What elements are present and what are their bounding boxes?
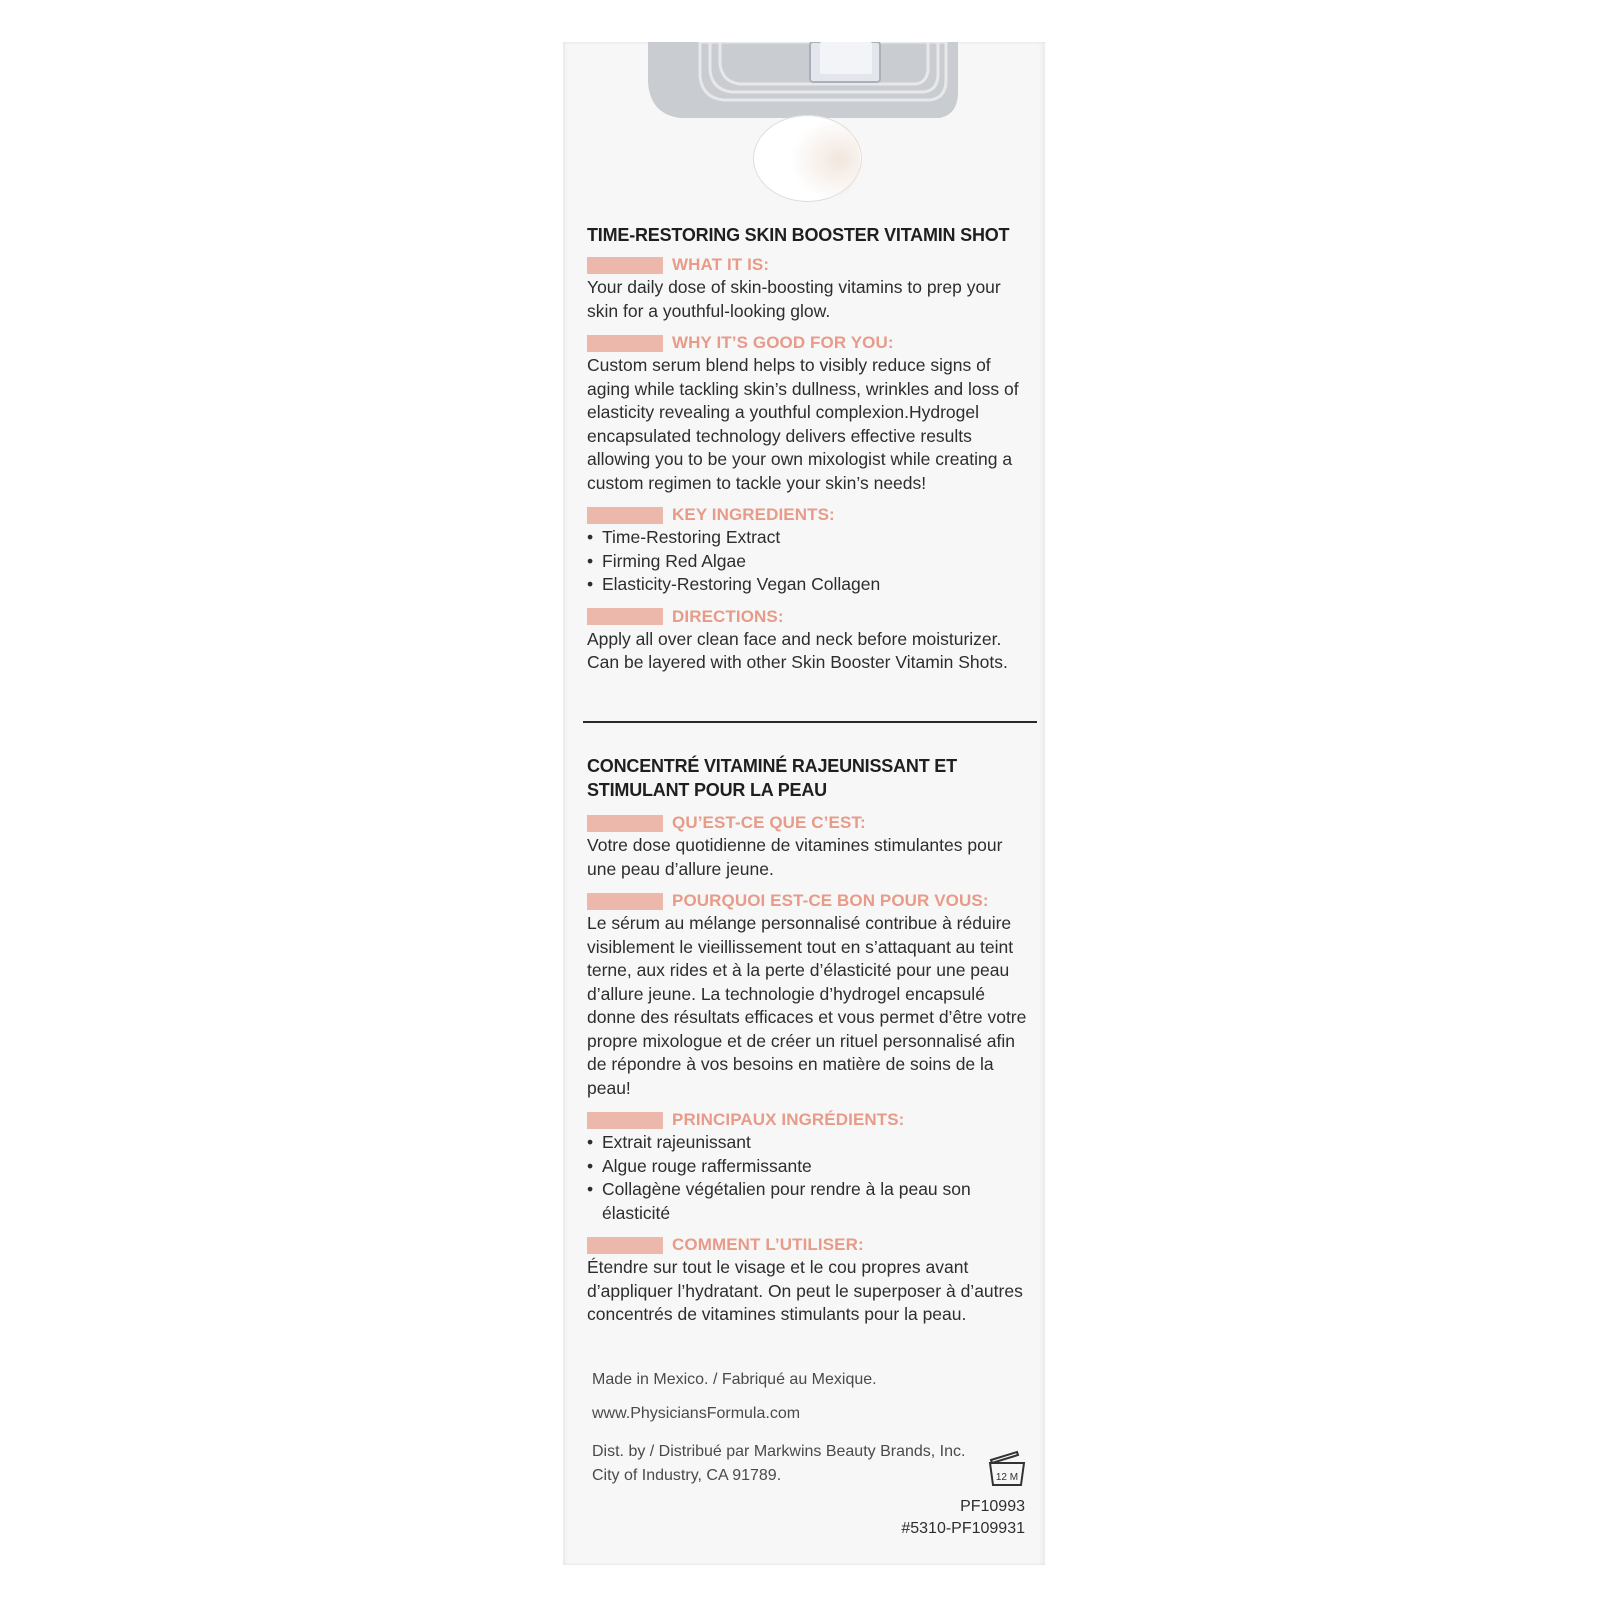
section-what-it-is-header xyxy=(587,254,1033,276)
french-title-line-1: CONCENTRÉ VITAMINÉ RAJEUNISSANT ET xyxy=(587,756,957,776)
hang-hole-shade xyxy=(790,118,860,202)
section-text: Votre dose quotidienne de vitamines stimulantes pour une peau d’allure jeune. xyxy=(587,835,1003,879)
section-label: WHY IT’S GOOD FOR YOU: xyxy=(672,333,894,352)
distributor-line-2: City of Industry, CA 91789. xyxy=(592,1467,782,1484)
list-item: • Firming Red Algae xyxy=(587,550,1033,574)
section-text: Custom serum blend helps to visibly reduce signs of aging while tackling skin’s dullness, wrinkles and loss of elasticity revealing a youthful complexion.Hydrogel encapsulated technology delivers effective results allowing you to be your own mixologist while creating a custom regimen to tackle your skin’s needs! xyxy=(587,355,1019,493)
section-label: PRINCIPAUX INGRÉDIENTS: xyxy=(672,1110,905,1129)
section-why-good-fr-header xyxy=(587,890,1033,912)
accent-bar xyxy=(587,608,663,625)
french-section xyxy=(587,754,1033,1327)
section-text: Le sérum au mélange personnalisé contribue à réduire visiblement le vieillissement tout en s’attaquant au teint terne, aux rides et à la perte d’élasticité pour une peau d’allure jeune. La technologie d’hydrogel encapsulé donne des résultats efficaces et vous permet d’être votre propre mixologue et de créer un rituel personnalisé afin de répondre à vos besoins en matière de soins de la peau! xyxy=(587,913,1027,1098)
section-text: Apply all over clean face and neck before moisturizer. xyxy=(587,628,1002,649)
section-label: KEY INGREDIENTS: xyxy=(672,505,835,524)
french-title-line-2: STIMULANT POUR LA PEAU xyxy=(587,780,827,800)
ingredient-list-fr xyxy=(587,1131,1033,1225)
section-label: WHAT IT IS: xyxy=(672,255,770,274)
list-item: • Time-Restoring Extract xyxy=(587,526,1033,550)
list-item: • Collagène végétalien pour rendre à la peau son élasticité xyxy=(587,1178,1033,1225)
section-key-ingredients-header xyxy=(587,504,1033,526)
section-directions-header xyxy=(587,606,1033,628)
accent-bar xyxy=(587,1237,663,1254)
section-text: Can be layered with other Skin Booster Vitamin Shots. xyxy=(587,652,1008,672)
period-after-opening-icon xyxy=(987,1449,1027,1489)
english-title: TIME-RESTORING SKIN BOOSTER VITAMIN SHOT xyxy=(587,225,1010,245)
accent-bar xyxy=(587,257,663,274)
section-why-good-header xyxy=(587,332,1033,354)
product-code: PF10993 xyxy=(960,1498,1025,1515)
section-key-ingredients-fr-header xyxy=(587,1109,1033,1131)
english-section xyxy=(587,223,1033,675)
accent-bar xyxy=(587,893,663,910)
accent-bar xyxy=(587,815,663,832)
section-directions-fr-header xyxy=(587,1234,1033,1256)
section-label: DIRECTIONS: xyxy=(672,606,784,626)
section-text: Étendre sur tout le visage et le cou propres avant d’appliquer l’hydratant. On peut le superposer à d’autres concentrés de vitamines stimulants pour la peau. xyxy=(587,1257,1023,1324)
distributor-line-1: Dist. by / Distribué par Markwins Beauty Brands, Inc. xyxy=(592,1443,966,1460)
list-item: • Elasticity-Restoring Vegan Collagen xyxy=(587,573,1033,597)
list-item: • Algue rouge raffermissante xyxy=(587,1155,1033,1179)
website-text: www.PhysiciansFormula.com xyxy=(592,1405,801,1422)
product-tray-illustration xyxy=(640,42,962,120)
section-text: Your daily dose of skin-boosting vitamins to prep your skin for a youthful-looking glow. xyxy=(587,277,1001,321)
section-label: QU’EST-CE QUE C’EST: xyxy=(672,813,866,832)
pao-label: 12 M xyxy=(995,1472,1019,1483)
accent-bar xyxy=(587,1112,663,1129)
barcode-reference: #5310-PF109931 xyxy=(901,1520,1025,1537)
section-divider xyxy=(583,721,1037,723)
section-what-it-is-fr-header xyxy=(587,812,1033,834)
ingredient-list xyxy=(587,526,1033,597)
accent-bar xyxy=(587,335,663,352)
section-label: POURQUOI EST-CE BON POUR VOUS: xyxy=(672,891,989,910)
list-item: • Extrait rajeunissant xyxy=(587,1131,1033,1155)
accent-bar xyxy=(587,507,663,524)
made-in-text: Made in Mexico. / Fabriqué au Mexique. xyxy=(592,1371,877,1388)
section-label: COMMENT L’UTILISER: xyxy=(672,1235,864,1254)
